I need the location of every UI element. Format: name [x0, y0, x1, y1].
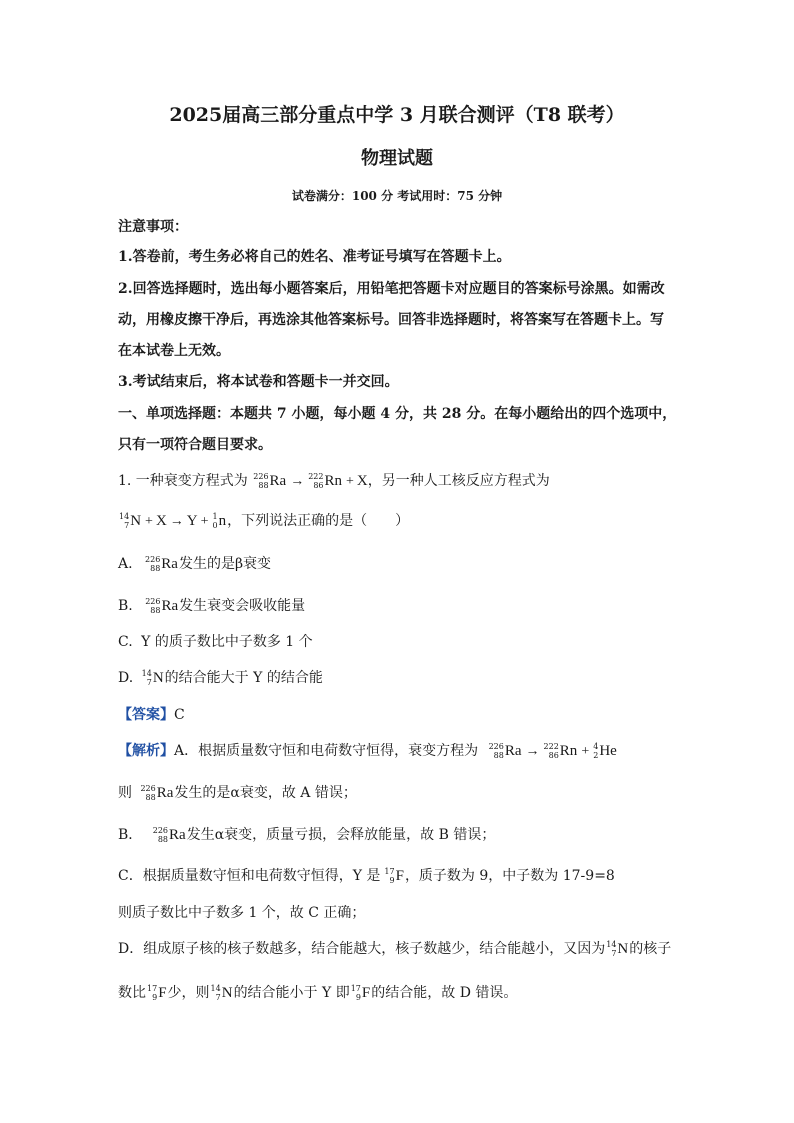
arrow-icon: →	[169, 514, 184, 529]
option-b: B. 226 88 Ra 发生衰变会吸收能量	[118, 597, 306, 615]
nuclide-rn: 222 86 Rn	[308, 472, 343, 490]
exam-subtitle: 物理试题	[361, 148, 433, 169]
option-a: A. 226 88 Ra 发生的是β衰变	[118, 555, 272, 573]
question-1-stem-line1: 1. 一种衰变方程式为 226 88 Ra → 222 86 Rn + X，另一种人工核反应方程式为	[118, 472, 550, 490]
analysis-c2: 则质子数比中子数多 1 个，故 C 正确；	[118, 905, 366, 921]
notice-item-2-line1: 2.回答选择题时，选出每小题答案后，用铅笔把答题卡对应题目的答案标号涂黑。如需改	[118, 281, 665, 297]
answer-label: 【答案】	[118, 707, 174, 723]
analysis-label: 【解析】	[118, 743, 174, 759]
notice-item-2-line2: 动，用橡皮擦干净后，再选涂其他答案标号。回答非选择题时，将答案写在答题卡上。写	[118, 312, 664, 328]
notice-item-3: 3.考试结束后，将本试卷和答题卡一并交回。	[118, 374, 399, 390]
notice-item-2-line3: 在本试卷上无效。	[118, 343, 230, 359]
particle-x: X	[356, 473, 368, 489]
notice-item-1: 1.答卷前，考生务必将自己的姓名、准考证号填写在答题卡上。	[118, 249, 511, 265]
question-1-stem-line2: 14 7 N + X → Y + 1 0 n ，下列说法正确的是（ ）	[119, 512, 410, 530]
exam-title: 2025届高三部分重点中学 3 月联合测评（T8 联考）	[169, 104, 625, 126]
section-heading-line1: 一、单项选择题：本题共 7 小题，每小题 4 分，共 28 分。在每小题给出的四个选项中，	[118, 406, 677, 422]
arrow-icon: →	[290, 474, 305, 489]
analysis-b: B． 226 88 Ra 发生α衰变，质量亏损，会释放能量，故 B 错误；	[118, 826, 496, 844]
answer-value: C	[174, 707, 185, 723]
notice-heading: 注意事项：	[118, 219, 188, 235]
nuclide-neutron: 1 0 n	[212, 512, 227, 530]
analysis-d-line2: 数比 17 9 F 少，则 14 7 N 的结合能小于 Y 即 17 9 F 的结合能，故 D 错误。	[118, 984, 518, 1002]
nuclide-n14: 14 7 N	[119, 512, 142, 530]
exam-meta: 试卷满分：100 分 考试用时：75 分钟	[291, 189, 503, 203]
analysis-d-line1: D．组成原子核的核子数越多，结合能越大，核子数越少，结合能越小，又因为 14 7 N 的核子	[118, 940, 672, 958]
nuclide-ra: 226 88 Ra	[253, 472, 287, 490]
analysis-a: 【解析】A．根据质量数守恒和电荷数守恒得，衰变方程为 226 88 Ra → 222 86 Rn + 4 2 He	[118, 742, 617, 760]
analysis-a2: 则 226 88 Ra 发生的是α衰变，故 A 错误；	[118, 784, 357, 802]
answer-line	[118, 705, 185, 725]
analysis-c: C．根据质量数守恒和电荷数守恒得，Y 是 17 9 F ，质子数为 9，中子数为 17-9=8	[118, 867, 615, 885]
section-heading-line2: 只有一项符合题目要求。	[118, 437, 272, 453]
option-d: D. 14 7 N 的结合能大于 Y 的结合能	[118, 669, 323, 687]
option-c: C. Y 的质子数比中子数多 1 个	[118, 634, 313, 650]
